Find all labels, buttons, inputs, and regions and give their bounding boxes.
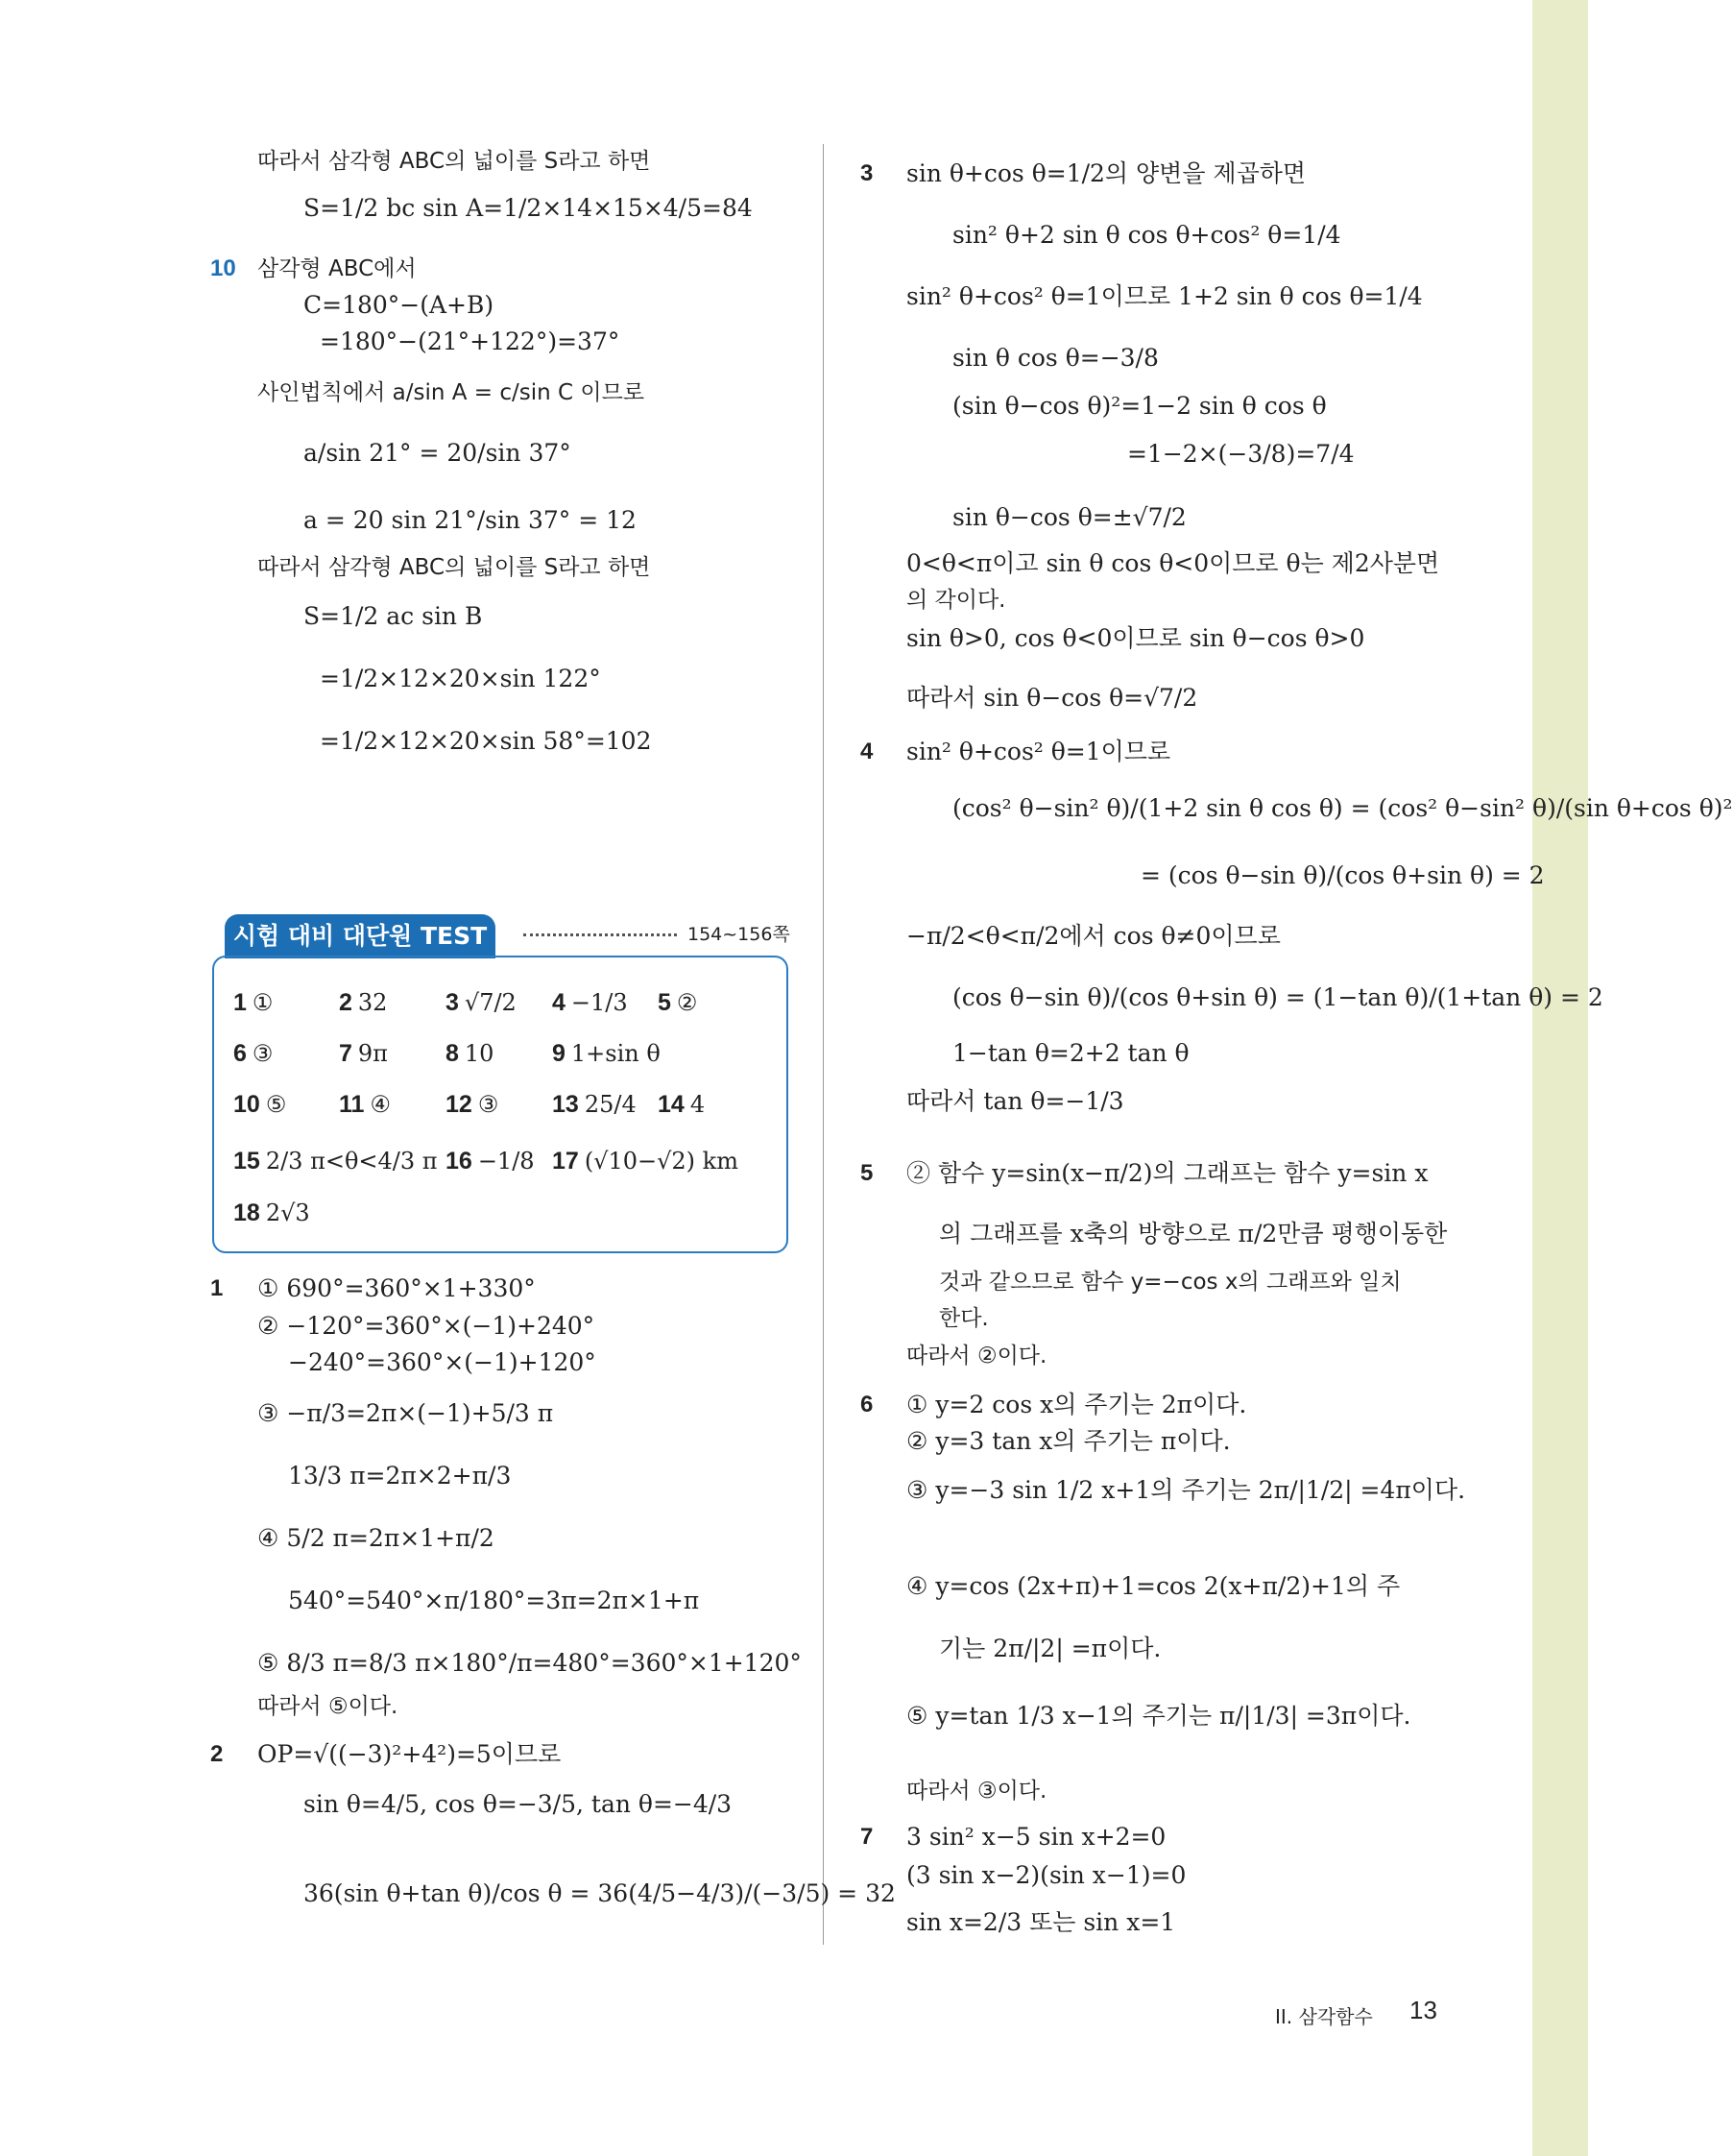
section-label: II. 삼각함수 <box>1275 2005 1373 2028</box>
problem-number: 3 <box>860 160 874 186</box>
answer-box <box>212 956 788 1253</box>
answer-item: 1 ① <box>233 989 274 1016</box>
answer-item: 15 2/3 π<θ<4/3 π <box>233 1148 438 1175</box>
equation-line: 따라서 sin θ−cos θ=√7/2 <box>906 684 1198 712</box>
answer-item: 12 ③ <box>445 1091 499 1118</box>
equation-line: OP=√((−3)²+4²)=5이므로 <box>257 1740 562 1768</box>
text-line: 따라서 ⑤이다. <box>257 1694 398 1719</box>
problem-number: 1 <box>210 1275 224 1301</box>
answer-item: 5 ② <box>658 989 698 1016</box>
answer-item: 7 9π <box>339 1040 388 1067</box>
problem-number: 5 <box>860 1160 874 1186</box>
answer-item: 17 (√10−√2) km <box>552 1148 738 1175</box>
equation-line: ③ −π/3=2π×(−1)+5/3 π <box>257 1399 554 1427</box>
page-number: 13 <box>1409 1996 1437 2024</box>
text-line: 삼각형 ABC에서 <box>257 256 417 281</box>
equation-line: 36(sin θ+tan θ)/cos θ = 36(4/5−4/3)/(−3/5) = 32 <box>303 1879 896 1907</box>
equation-line: sin² θ+cos² θ=1이므로 <box>906 738 1171 765</box>
answer-item: 9 1+sin θ <box>552 1040 661 1067</box>
test-box-title: 시험 대비 대단원 TEST <box>225 914 495 958</box>
equation-line: =1/2×12×20×sin 122° <box>320 665 601 692</box>
equation-line: sin² θ+cos² θ=1이므로 1+2 sin θ cos θ=1/4 <box>906 282 1423 310</box>
equation-line: ⑤ y=tan 1/3 x−1의 주기는 π/|1/3| =3π이다. <box>906 1702 1411 1730</box>
equation-area: S=1/2 ac sin B <box>303 602 483 630</box>
answer-item: 13 25/4 <box>552 1091 637 1118</box>
text-line: 따라서 ②이다. <box>906 1344 1047 1369</box>
equation-line: =1/2×12×20×sin 58°=102 <box>320 727 652 755</box>
problem-number: 6 <box>860 1392 874 1417</box>
text-line: 의 그래프를 x축의 방향으로 π/2만큼 평행이동한 <box>939 1220 1448 1248</box>
equation-line: ② −120°=360°×(−1)+240° <box>257 1312 595 1340</box>
text-line: ② 함수 y=sin(x−π/2)의 그래프는 함수 y=sin x <box>906 1159 1429 1187</box>
equation-line: ⑤ 8/3 π=8/3 π×180°/π=480°=360°×1+120° <box>257 1649 802 1677</box>
equation-line: sin² θ+2 sin θ cos θ+cos² θ=1/4 <box>952 221 1341 249</box>
equation-ratio: a/sin 21° = 20/sin 37° <box>303 439 571 467</box>
equation-line: ① y=2 cos x의 주기는 2π이다. <box>906 1391 1247 1418</box>
dotted-leader <box>523 924 677 936</box>
text-line: 0<θ<π이고 sin θ cos θ<0이므로 θ는 제2사분면 <box>906 549 1440 577</box>
text-line: 따라서 삼각형 ABC의 넓이를 S라고 하면 <box>257 149 651 174</box>
answer-item: 6 ③ <box>233 1040 274 1067</box>
equation-line: (cos² θ−sin² θ)/(1+2 sin θ cos θ) = (cos² θ−sin² θ)/(sin θ+cos θ)² <box>952 794 1733 822</box>
answer-item: 8 10 <box>445 1040 494 1067</box>
answer-item: 10 ⑤ <box>233 1091 287 1118</box>
answer-item: 18 2√3 <box>233 1199 310 1226</box>
problem-number: 10 <box>210 255 236 281</box>
text-line: 사인법칙에서 a/sin A = c/sin C 이므로 <box>257 380 645 405</box>
text-line: 의 각이다. <box>906 588 1006 613</box>
answer-item: 3 √7/2 <box>445 989 517 1016</box>
answer-item: 16 −1/8 <box>445 1148 535 1175</box>
equation-line: ③ y=−3 sin 1/2 x+1의 주기는 2π/|1/2| =4π이다. <box>906 1476 1466 1504</box>
equation-line: 540°=540°×π/180°=3π=2π×1+π <box>288 1587 700 1614</box>
equation-line: (3 sin x−2)(sin x−1)=0 <box>906 1861 1187 1889</box>
equation-line: =1−2×(−3/8)=7/4 <box>1127 440 1355 468</box>
equation-line: 따라서 tan θ=−1/3 <box>906 1087 1124 1115</box>
right-column <box>824 0 1733 2156</box>
equation-c-value: =180°−(21°+122°)=37° <box>320 327 620 355</box>
equation-line: 1−tan θ=2+2 tan θ <box>952 1039 1190 1067</box>
answer-item: 14 4 <box>658 1091 706 1118</box>
text-line: 따라서 삼각형 ABC의 넓이를 S라고 하면 <box>257 555 651 580</box>
problem-number: 4 <box>860 739 874 764</box>
equation-line: −240°=360°×(−1)+120° <box>288 1348 596 1376</box>
equation-line: sin θ>0, cos θ<0이므로 sin θ−cos θ>0 <box>906 624 1365 652</box>
text-line: 것과 같으므로 함수 y=−cos x의 그래프와 일치 <box>939 1270 1402 1295</box>
text-line: 따라서 ③이다. <box>906 1779 1047 1804</box>
equation-line: sin x=2/3 또는 sin x=1 <box>906 1908 1176 1936</box>
equation-line: ② y=3 tan x의 주기는 π이다. <box>906 1427 1231 1455</box>
text-line: 한다. <box>939 1306 989 1331</box>
answer-item: 11 ④ <box>339 1091 391 1118</box>
equation-line: sin θ=4/5, cos θ=−3/5, tan θ=−4/3 <box>303 1790 733 1818</box>
equation-a: a = 20 sin 21°/sin 37° = 12 <box>303 506 637 534</box>
equation-line: sin θ+cos θ=1/2의 양변을 제곱하면 <box>906 159 1307 187</box>
problem-number: 7 <box>860 1824 874 1850</box>
answer-item: 4 −1/3 <box>552 989 628 1016</box>
page-edge-strip <box>1532 0 1588 2156</box>
equation-line: 3 sin² x−5 sin x+2=0 <box>906 1823 1167 1851</box>
problem-number: 2 <box>210 1741 224 1767</box>
answer-item: 2 32 <box>339 989 388 1016</box>
page-reference: 154~156쪽 <box>687 924 790 945</box>
equation-line: (sin θ−cos θ)²=1−2 sin θ cos θ <box>952 392 1327 420</box>
equation-line: (cos θ−sin θ)/(cos θ+sin θ) = (1−tan θ)/(1+tan θ) = 2 <box>952 983 1603 1011</box>
equation-line: ① 690°=360°×1+330° <box>257 1274 536 1302</box>
equation-line: 13/3 π=2π×2+π/3 <box>288 1462 512 1490</box>
equation-line: −π/2<θ<π/2에서 cos θ≠0이므로 <box>906 922 1281 950</box>
equation-line: = (cos θ−sin θ)/(cos θ+sin θ) = 2 <box>1141 861 1545 889</box>
equation-line: 기는 2π/|2| =π이다. <box>939 1635 1162 1662</box>
equation-line: ④ 5/2 π=2π×1+π/2 <box>257 1524 494 1552</box>
equation-area: S=1/2 bc sin A=1/2×14×15×4/5=84 <box>303 194 753 222</box>
equation-c: C=180°−(A+B) <box>303 291 494 319</box>
equation-line: sin θ−cos θ=±√7/2 <box>952 503 1187 531</box>
equation-line: sin θ cos θ=−3/8 <box>952 344 1159 372</box>
equation-line: ④ y=cos (2x+π)+1=cos 2(x+π/2)+1의 주 <box>906 1572 1401 1600</box>
